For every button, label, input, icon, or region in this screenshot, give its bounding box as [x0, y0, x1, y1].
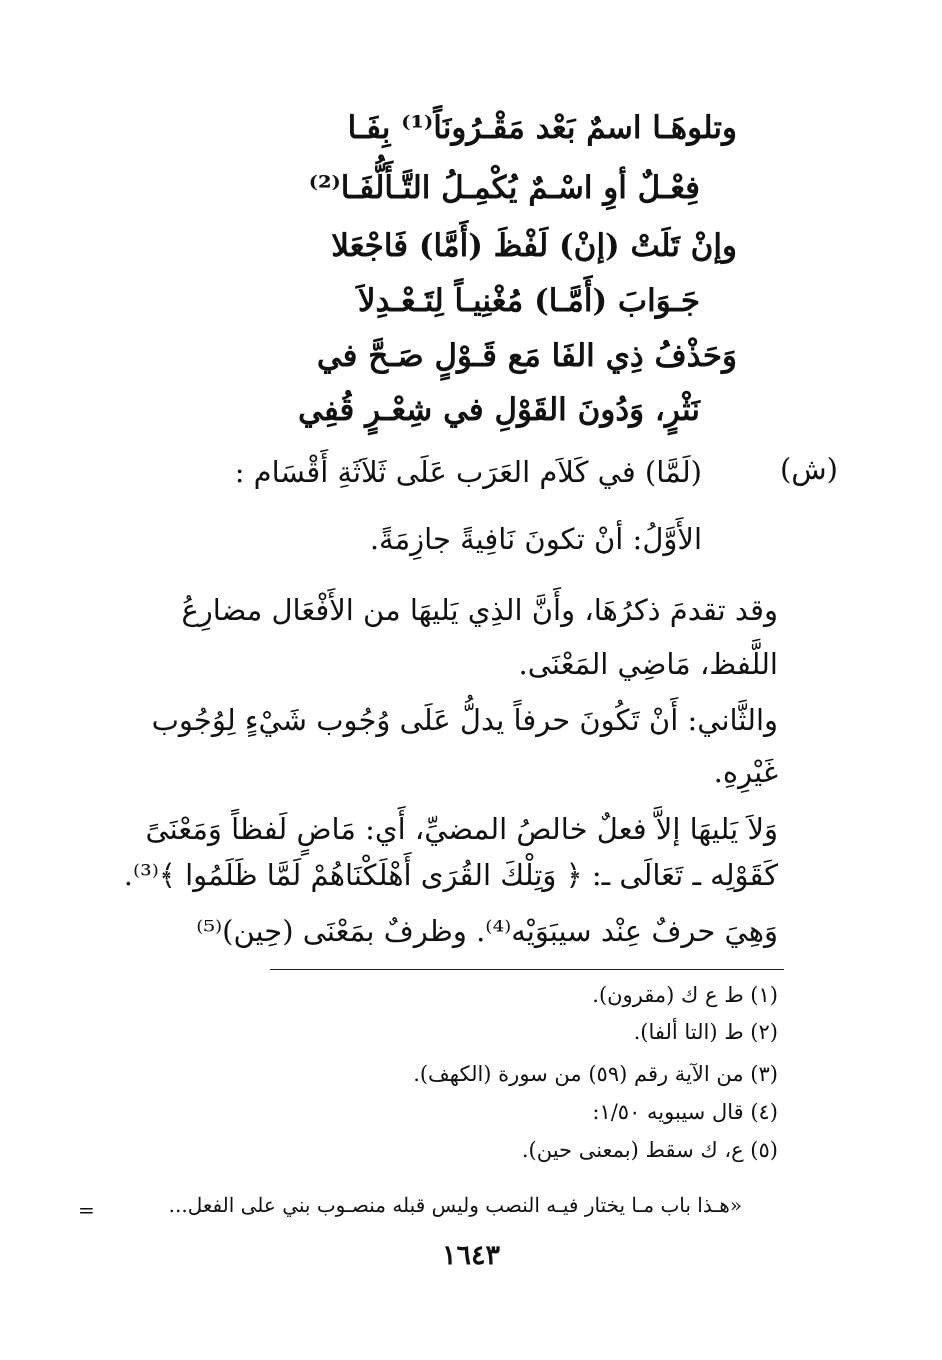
prose-line: غَيْرِهِ.: [713, 755, 778, 789]
prose-line: (لَمَّا) في كَلاَم العَرَب عَلَى ثَلاَثَةِ أَقْسَام :: [234, 455, 702, 489]
footnote: (٣) من الآية رقم (٥٩) من سورة (الكهف).: [413, 1062, 778, 1086]
footnote-continuation: «هـذا باب مـا يختار فيـه النصب وليس قبله منصـوب بني على الفعل...: [168, 1193, 742, 1217]
footnote: (٤) قال سيبويه ١/٥٠:: [592, 1100, 778, 1124]
prose-line: كَقَوْلِه ـ تَعَالَى ـ: ﴿ وَتِلْكَ القُرَى أَهْلَكْنَاهُمْ لَمَّا ظَلَمُوا ﴾⁽³⁾.: [123, 858, 778, 892]
footnote: (١) ط ع ك (مقرون).: [592, 983, 778, 1007]
prose-line: وقد تقدمَ ذكرُهَا، وأَنَّ الذِي يَليهَا من الأَفْعَال مضارِعُ: [181, 593, 778, 627]
sharh-marker: (ش): [779, 452, 838, 486]
footnote-separator: [270, 969, 784, 970]
page-number: ١٦٤٣: [441, 1240, 500, 1271]
prose-line: وَلاَ يَليهَا إلاَّ فعلٌ خالصُ المضيِّ، أَي: مَاضٍ لَفظاً وَمَعْنَىً: [145, 812, 778, 846]
prose-line: وَهِيَ حرفٌ عِنْد سيبَوَيْه⁽⁴⁾. وظرفٌ بمَعْنَى (حِين)⁽⁵⁾: [196, 914, 778, 948]
footnote: (٢) ط (التا ألفا).: [633, 1020, 778, 1044]
prose-line: والثَّاني: أَنْ تَكُونَ حرفاً يدلُّ عَلَى وُجُوب شَيْءٍ لِوُجُوب: [151, 703, 778, 737]
verse-line: جَـوَابَ (أَمَّـا) مُغْنِيـاً لِتَـعْـدِلاَ: [357, 283, 700, 319]
verse-line: وتلوهَـا اسمٌ بَعْد مَقْـرُونَاً⁽¹⁾ بِفَـا: [347, 110, 737, 146]
prose-line: اللَّفظ، مَاضِي المَعْنَى.: [518, 647, 778, 681]
prose-line: الأَوَّلُ: أنْ تكونَ نَافِيةً جازِمَةً.: [369, 522, 702, 556]
verse-line: نَثْرٍ، وَدُونَ القَوْلِ في شِعْـرٍ قُفِي: [298, 392, 700, 428]
continuation-mark: =: [78, 1198, 95, 1222]
verse-line: فِعْـلٌ أوِ اسْـمٌ يُكْمِـلُ التَّـأَلُّفَـا⁽²⁾: [308, 170, 700, 206]
footnote: (٥) ع، ك سقط (بمعنى حين).: [521, 1138, 778, 1162]
verse-line: وَحَذْفُ ذِي الفَا مَع قَـوْلٍ صَـحَّ في: [316, 338, 737, 374]
verse-line: وإنْ تَلَتْ (إنْ) لَفْظَ (أَمَّا) فَاجْعَلا: [331, 228, 737, 264]
